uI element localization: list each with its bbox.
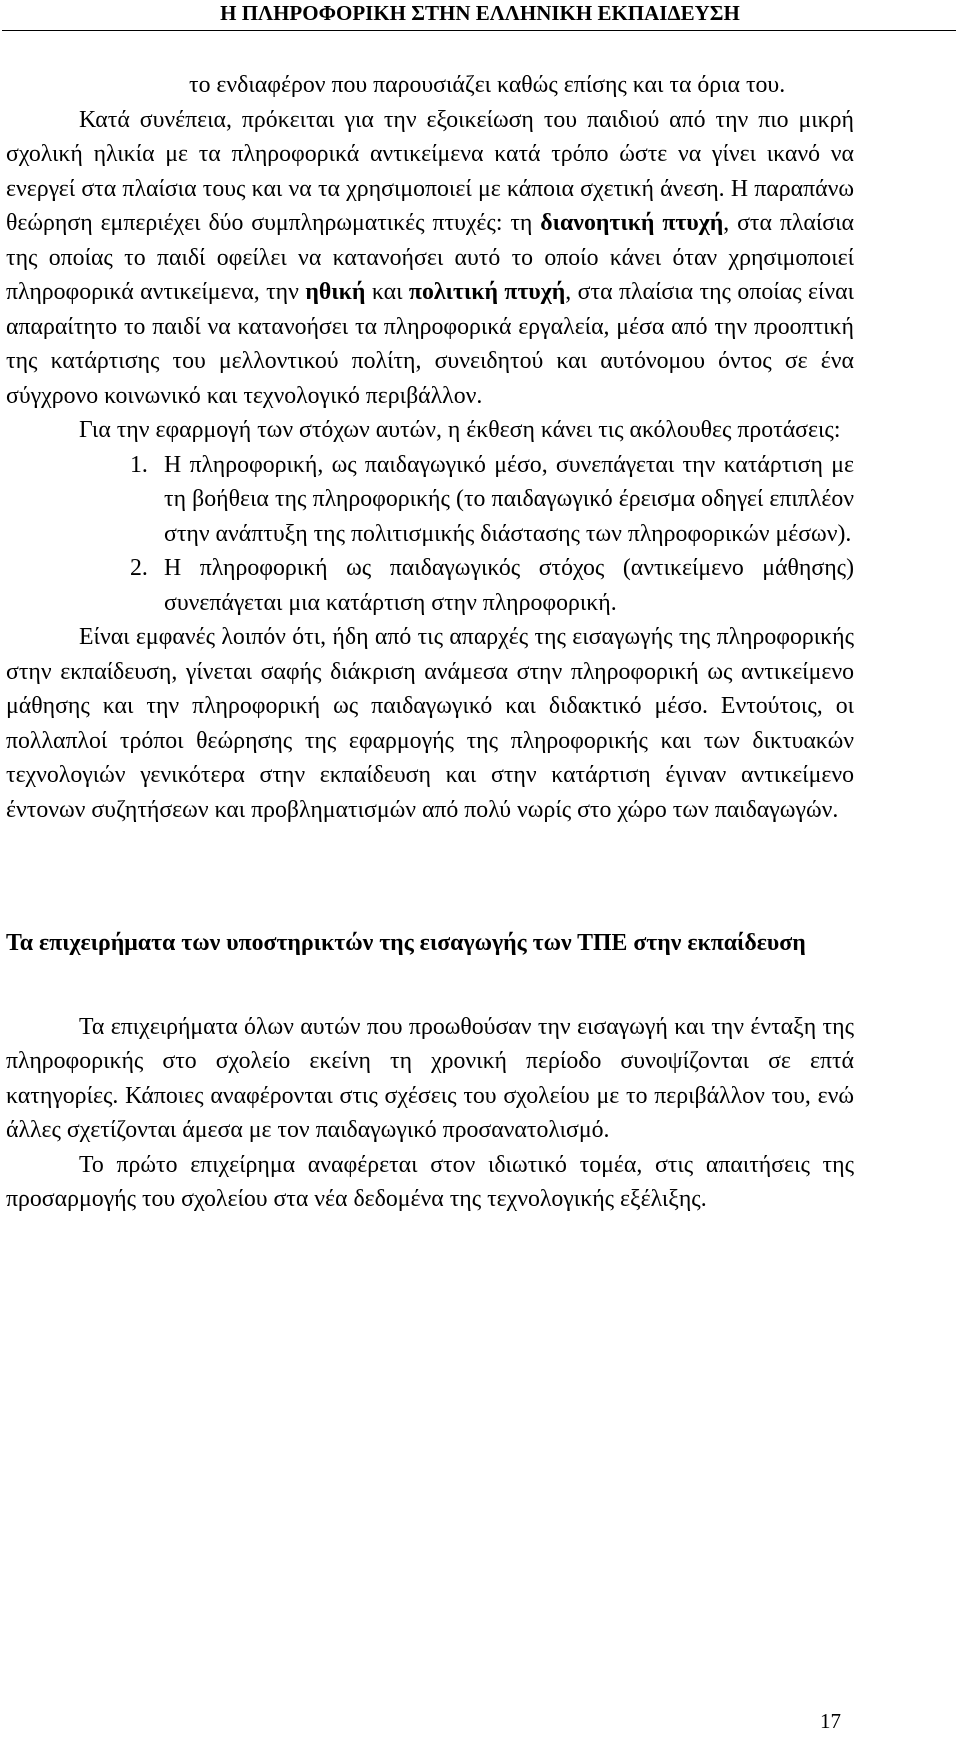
page-body <box>6 68 854 1217</box>
text-run: , στα πλαίσια της οποίας είναι απαραίτητο το παιδί να κατανοήσει τα πληροφορικά εργαλεία, μέσα από την προοπτική της κατάρτισης του μελλοντικού πολίτη, συνειδητού και αυτόνομου όντος σε ένα σύγχρονο κοινωνικό και τεχνολογικό περιβάλλον. <box>6 279 854 409</box>
paragraph-proposals-intro: Για την εφαρμογή των στόχων αυτών, η έκθεση κάνει τις ακόλουθες προτάσεις: <box>79 417 841 443</box>
section-heading: Τα επιχειρήματα των υποστηρικτών της εισαγωγής των ΤΠΕ στην εκπαίδευση <box>6 930 806 956</box>
text-run: , στα πλαίσια της οποίας το παιδί οφείλει να κατανοήσει αυτό το οποίο κάνει όταν χρησιμοποιεί πληροφορικά αντικείμενα, την <box>6 210 854 305</box>
paragraph-familiarization <box>6 103 854 414</box>
list-item <box>6 551 854 620</box>
list-item-text: Η πληροφορική, ως παιδαγωγικό μέσο, συνεπάγεται την κατάρτιση με τη βοήθεια της πληροφορικής (το παιδαγωγικό έρεισμα οδηγεί επιπλέον στην ανάπτυξη της πολιτισμικής διάστασης των πληροφορικών μέσων). <box>164 451 854 547</box>
bold-term-intellectual: διανοητική πτυχή <box>540 210 724 236</box>
running-header: Η ΠΛΗΡΟΦΟΡΙΚΗ ΣΤΗΝ ΕΛΛΗΝΙΚΗ ΕΚΠΑΙΔΕΥΣΗ <box>220 1 740 25</box>
header-rule <box>2 30 956 31</box>
text-run: και <box>365 279 409 305</box>
list-item-number: 2. <box>130 555 148 581</box>
text-run: Κατά συνέπεια, πρόκειται για την εξοικείωση του παιδιού από την πιο μικρή σχολική ηλικία με τα πληροφορικά αντικείμενα κατά τρόπο ώστε να γίνει ικανό να ενεργεί στα πλαίσια τους και να τα χρησιμοποιεί με κάποια σχετική άνεση. Η παραπάνω θεώρηση εμπεριέχει δύο συμπληρωματικές πτυχές: τη <box>6 106 854 236</box>
page-number: 17 <box>820 1709 841 1733</box>
list-item-text: Η πληροφορική ως παιδαγωγικός στόχος (αντικείμενο μάθησης) συνεπάγεται μια κατάρτιση στην πληροφορική. <box>164 555 854 616</box>
paragraph-first-argument: Το πρώτο επιχείρημα αναφέρεται στον ιδιωτικό τομέα, στις απαιτήσεις της προσαρμογής του σχολείου στα νέα δεδομένα της τεχνολογικής εξέλιξης. <box>6 1151 854 1212</box>
list-item-number: 1. <box>130 451 148 478</box>
list-item <box>6 448 854 552</box>
paragraph-distinction: Είναι εμφανές λοιπόν ότι, ήδη από τις απαρχές της εισαγωγής της πληροφορικής στην εκπαίδευση, γίνεται σαφής διάκριση ανάμεσα στην πληροφορική ως αντικείμενο μάθησης και την πληροφορική ως παιδαγωγικό και διδακτικό μέσο. Εντούτοις, οι πολλαπλοί τρόποι θεώρησης της εφαρμογής της πληροφορικής και των δικτυακών τεχνολογιών γενικότερα στην εκπαίδευση και στην κατάρτιση έγιναν αντικείμενο έντονων συζητήσεων και προβληματισμών από πολύ νωρίς στο χώρο των παιδαγωγών. <box>6 624 854 823</box>
paragraph-arguments: Τα επιχειρήματα όλων αυτών που προωθούσαν την εισαγωγή και την ένταξη της πληροφορικής στο σχολείο εκείνη τη χρονική περίοδο συνοψίζονται σε επτά κατηγορίες. Κάποιες αναφέρονται στις σχέσεις του σχολείου με το περιβάλλον του, ενώ άλλες σχετίζονται άμεσα με τον παιδαγωγικό προσανατολισμό. <box>6 1013 854 1143</box>
bold-term-ethical: ηθική <box>305 279 366 305</box>
bold-term-political: πολιτική πτυχή <box>408 279 566 305</box>
paragraph-continuation: το ενδιαφέρον που παρουσιάζει καθώς επίσης και τα όρια του. <box>189 72 786 98</box>
